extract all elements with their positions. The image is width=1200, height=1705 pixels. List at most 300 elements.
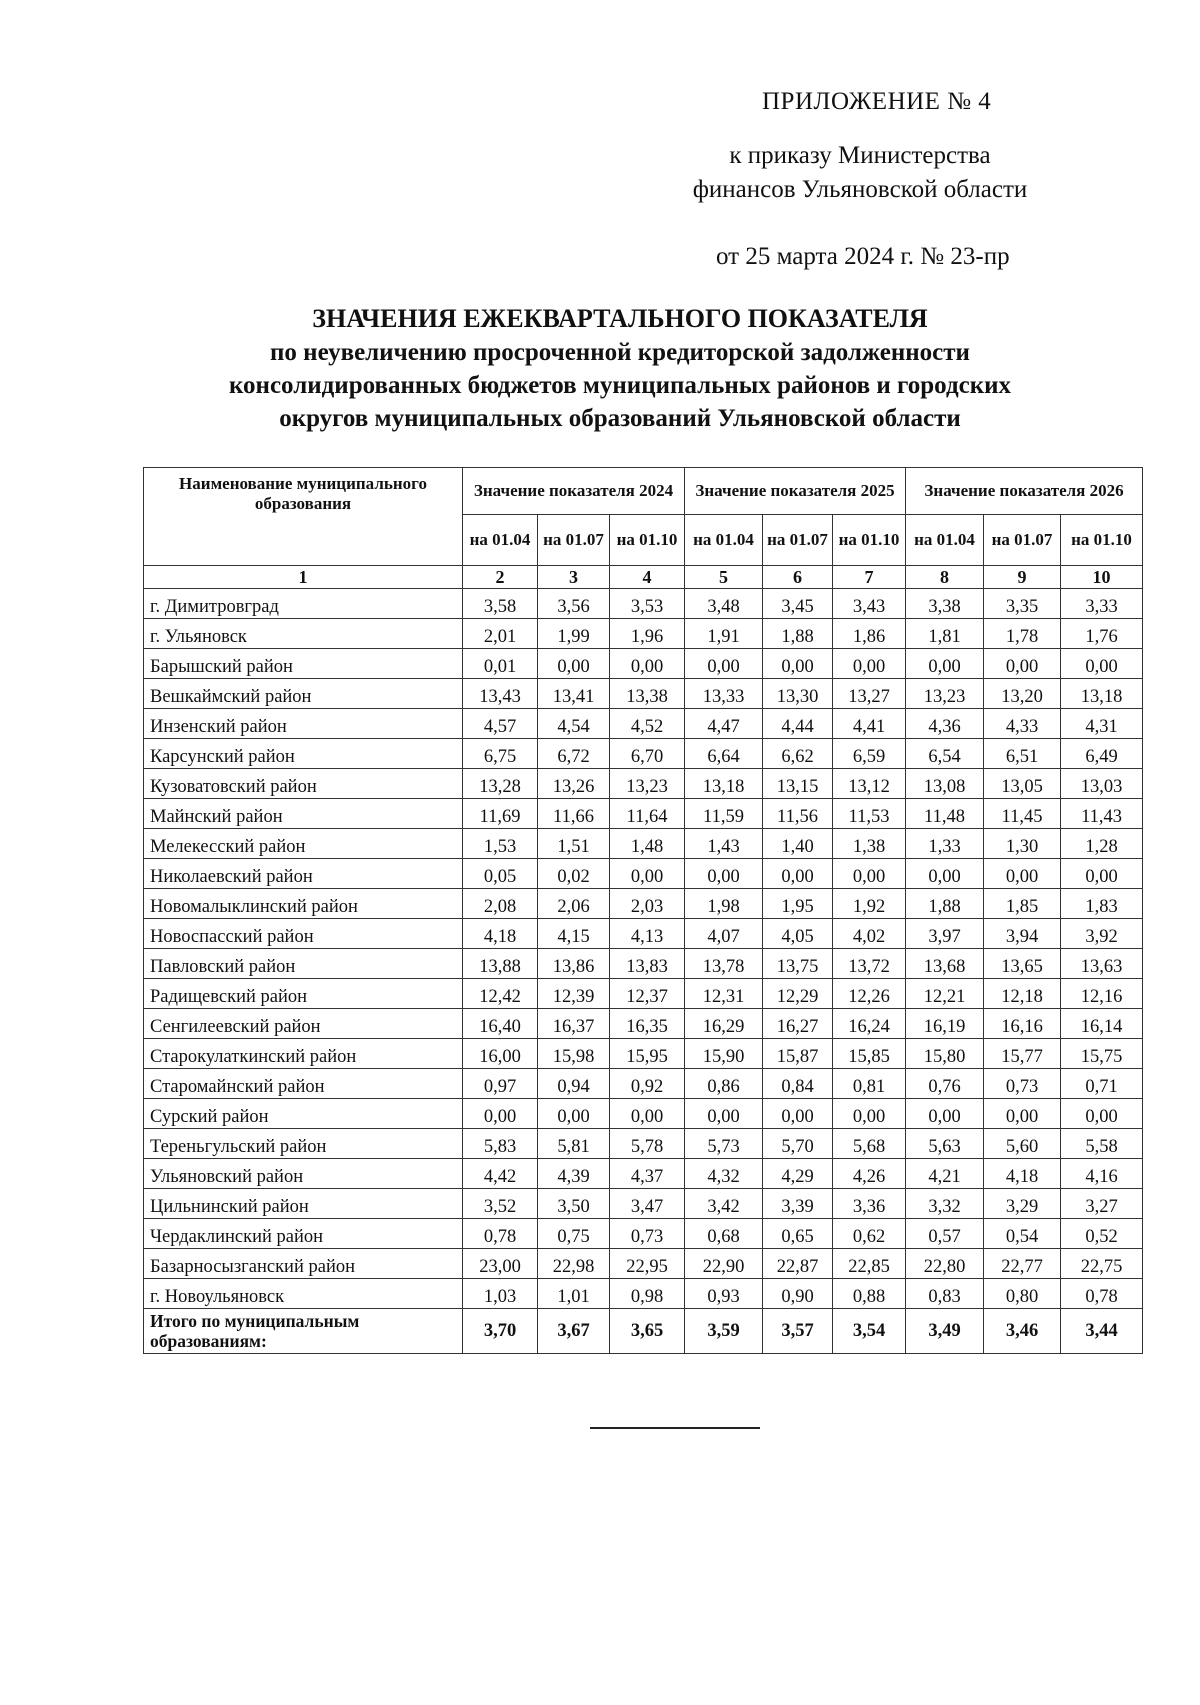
indicator-value: 4,57 — [463, 709, 538, 739]
indicator-value: 0,84 — [763, 1069, 833, 1099]
indicator-value: 4,33 — [984, 709, 1061, 739]
indicator-value: 16,35 — [610, 1009, 685, 1039]
indicator-value: 4,07 — [685, 919, 763, 949]
indicator-value: 22,95 — [610, 1249, 685, 1279]
municipality-name: Новоспасский район — [144, 919, 463, 949]
indicator-value: 0,00 — [610, 1099, 685, 1129]
indicator-value: 0,00 — [984, 1099, 1061, 1129]
indicator-value: 0,97 — [463, 1069, 538, 1099]
indicator-value: 13,23 — [610, 769, 685, 799]
indicator-value: 15,75 — [1061, 1039, 1143, 1069]
indicator-value: 4,42 — [463, 1159, 538, 1189]
indicator-value: 4,13 — [610, 919, 685, 949]
indicator-value: 13,63 — [1061, 949, 1143, 979]
municipality-name: Инзенский район — [144, 709, 463, 739]
indicator-value: 1,92 — [833, 889, 906, 919]
indicator-value: 13,72 — [833, 949, 906, 979]
indicator-value: 1,03 — [463, 1279, 538, 1309]
indicator-value: 1,33 — [906, 829, 984, 859]
indicator-value: 16,00 — [463, 1039, 538, 1069]
indicator-value: 3,38 — [906, 589, 984, 619]
indicator-value: 0,00 — [984, 649, 1061, 679]
indicator-value: 4,18 — [463, 919, 538, 949]
total-value: 3,54 — [833, 1309, 906, 1354]
total-value: 3,46 — [984, 1309, 1061, 1354]
indicator-value: 4,54 — [538, 709, 610, 739]
heading-line-1: ЗНАЧЕНИЯ ЕЖЕКВАРТАЛЬНОГО ПОКАЗАТЕЛЯ — [312, 304, 928, 333]
indicator-value: 22,87 — [763, 1249, 833, 1279]
indicator-value: 2,06 — [538, 889, 610, 919]
indicator-value: 3,53 — [610, 589, 685, 619]
municipality-name: Майнский район — [144, 799, 463, 829]
indicator-value: 0,00 — [685, 1099, 763, 1129]
indicator-value: 13,83 — [610, 949, 685, 979]
indicator-value: 4,02 — [833, 919, 906, 949]
indicator-value: 1,96 — [610, 619, 685, 649]
total-value: 3,70 — [463, 1309, 538, 1354]
total-value: 3,44 — [1061, 1309, 1143, 1354]
indicator-value: 3,29 — [984, 1189, 1061, 1219]
indicator-value: 4,32 — [685, 1159, 763, 1189]
document-heading — [130, 302, 1110, 435]
indicator-value: 4,36 — [906, 709, 984, 739]
header-date: на 01.07 — [763, 515, 833, 566]
appendix-title: ПРИЛОЖЕНИЕ № 4 — [762, 88, 992, 115]
indicator-value: 15,77 — [984, 1039, 1061, 1069]
indicator-value: 0,98 — [610, 1279, 685, 1309]
header-column-number: 1 — [144, 566, 463, 589]
indicator-value: 0,73 — [984, 1069, 1061, 1099]
indicator-value: 4,31 — [1061, 709, 1143, 739]
total-value: 3,67 — [538, 1309, 610, 1354]
indicator-value: 4,41 — [833, 709, 906, 739]
header-column-number: 3 — [538, 566, 610, 589]
table-row — [144, 1189, 1143, 1219]
indicator-value: 1,78 — [984, 619, 1061, 649]
indicator-value: 1,88 — [906, 889, 984, 919]
table-row — [144, 1069, 1143, 1099]
appendix-date: от 25 марта 2024 г. № 23-пр — [716, 243, 1010, 270]
table-row — [144, 1009, 1143, 1039]
municipality-name: Новомалыклинский район — [144, 889, 463, 919]
indicator-value: 13,18 — [1061, 679, 1143, 709]
indicator-value: 3,43 — [833, 589, 906, 619]
indicator-value: 12,42 — [463, 979, 538, 1009]
table-row — [144, 1219, 1143, 1249]
header-municipality-name: Наименование муниципального образования — [144, 468, 463, 566]
indicator-value: 0,88 — [833, 1279, 906, 1309]
indicator-value: 0,00 — [685, 859, 763, 889]
indicator-value: 11,43 — [1061, 799, 1143, 829]
indicator-value: 1,88 — [763, 619, 833, 649]
header-date: на 01.04 — [463, 515, 538, 566]
indicator-value: 0,05 — [463, 859, 538, 889]
indicator-value: 1,38 — [833, 829, 906, 859]
header-date: на 01.04 — [685, 515, 763, 566]
table-row — [144, 919, 1143, 949]
indicator-value: 0,00 — [763, 1099, 833, 1129]
indicator-value: 11,66 — [538, 799, 610, 829]
table-row — [144, 589, 1143, 619]
indicator-value: 1,30 — [984, 829, 1061, 859]
table-row — [144, 949, 1143, 979]
indicator-value: 15,98 — [538, 1039, 610, 1069]
header-year-2024: Значение показателя 2024 — [463, 468, 685, 515]
appendix-ministry-line: финансов Ульяновской области — [692, 176, 1028, 203]
table-body — [144, 589, 1143, 1354]
indicator-value: 6,64 — [685, 739, 763, 769]
indicator-value: 4,37 — [610, 1159, 685, 1189]
indicator-value: 0,71 — [1061, 1069, 1143, 1099]
indicator-value: 0,73 — [610, 1219, 685, 1249]
indicator-value: 15,85 — [833, 1039, 906, 1069]
indicator-value: 0,00 — [1061, 1099, 1143, 1129]
indicator-value: 0,00 — [610, 649, 685, 679]
indicator-value: 13,88 — [463, 949, 538, 979]
indicator-value: 5,58 — [1061, 1129, 1143, 1159]
indicator-value: 16,37 — [538, 1009, 610, 1039]
indicator-value: 0,00 — [763, 649, 833, 679]
indicator-value: 0,78 — [463, 1219, 538, 1249]
indicator-value: 12,39 — [538, 979, 610, 1009]
indicator-value: 3,48 — [685, 589, 763, 619]
indicator-value: 11,64 — [610, 799, 685, 829]
header-column-number: 9 — [984, 566, 1061, 589]
indicator-value: 1,86 — [833, 619, 906, 649]
indicator-value: 22,77 — [984, 1249, 1061, 1279]
table-row — [144, 1279, 1143, 1309]
table-row — [144, 619, 1143, 649]
total-label: Итого по муниципальным образованиям: — [144, 1309, 463, 1354]
municipality-name: г. Ульяновск — [144, 619, 463, 649]
indicator-value: 11,56 — [763, 799, 833, 829]
header-year-2026: Значение показателя 2026 — [906, 468, 1143, 515]
header-column-number: 10 — [1061, 566, 1143, 589]
indicator-value: 3,94 — [984, 919, 1061, 949]
indicator-value: 0,80 — [984, 1279, 1061, 1309]
total-value: 3,65 — [610, 1309, 685, 1354]
indicator-value: 13,05 — [984, 769, 1061, 799]
indicator-value: 0,00 — [685, 649, 763, 679]
indicator-value: 13,68 — [906, 949, 984, 979]
indicator-value: 6,70 — [610, 739, 685, 769]
indicator-value: 0,00 — [833, 859, 906, 889]
header-column-number: 4 — [610, 566, 685, 589]
indicator-value: 3,32 — [906, 1189, 984, 1219]
indicator-value: 5,63 — [906, 1129, 984, 1159]
indicator-value: 11,59 — [685, 799, 763, 829]
indicator-value: 12,21 — [906, 979, 984, 1009]
indicator-value: 13,28 — [463, 769, 538, 799]
indicator-value: 13,03 — [1061, 769, 1143, 799]
table-row — [144, 1159, 1143, 1189]
indicator-value: 0,00 — [463, 1099, 538, 1129]
indicator-value: 4,39 — [538, 1159, 610, 1189]
indicator-value: 11,53 — [833, 799, 906, 829]
indicator-value: 1,53 — [463, 829, 538, 859]
table-row — [144, 679, 1143, 709]
indicator-value: 3,42 — [685, 1189, 763, 1219]
indicator-value: 22,90 — [685, 1249, 763, 1279]
indicator-value: 1,95 — [763, 889, 833, 919]
column-number-row — [144, 566, 1143, 589]
indicator-value: 16,14 — [1061, 1009, 1143, 1039]
header-date: на 01.10 — [1061, 515, 1143, 566]
indicator-value: 13,20 — [984, 679, 1061, 709]
table-row — [144, 1129, 1143, 1159]
municipality-name: Чердаклинский район — [144, 1219, 463, 1249]
indicator-value: 3,36 — [833, 1189, 906, 1219]
header-date: на 01.10 — [833, 515, 906, 566]
indicator-value: 0,00 — [538, 1099, 610, 1129]
indicator-value: 3,50 — [538, 1189, 610, 1219]
indicator-value: 0,00 — [906, 859, 984, 889]
indicator-value: 0,01 — [463, 649, 538, 679]
table-row — [144, 709, 1143, 739]
indicator-value: 3,35 — [984, 589, 1061, 619]
indicator-value: 0,83 — [906, 1279, 984, 1309]
table-row — [144, 1249, 1143, 1279]
indicator-value: 0,94 — [538, 1069, 610, 1099]
indicator-value: 3,27 — [1061, 1189, 1143, 1219]
indicator-value: 13,75 — [763, 949, 833, 979]
indicator-value: 5,78 — [610, 1129, 685, 1159]
indicator-value: 5,81 — [538, 1129, 610, 1159]
indicator-value: 1,76 — [1061, 619, 1143, 649]
indicator-value: 13,15 — [763, 769, 833, 799]
indicator-value: 15,95 — [610, 1039, 685, 1069]
indicator-value: 1,48 — [610, 829, 685, 859]
indicator-value: 6,51 — [984, 739, 1061, 769]
indicator-value: 0,00 — [763, 859, 833, 889]
table-row — [144, 769, 1143, 799]
indicator-value: 1,43 — [685, 829, 763, 859]
municipality-name: г. Новоульяновск — [144, 1279, 463, 1309]
total-row — [144, 1309, 1143, 1354]
indicator-value: 1,81 — [906, 619, 984, 649]
indicator-value: 6,54 — [906, 739, 984, 769]
indicator-value: 0,00 — [538, 649, 610, 679]
indicator-value: 22,75 — [1061, 1249, 1143, 1279]
indicator-value: 0,75 — [538, 1219, 610, 1249]
indicator-value: 6,62 — [763, 739, 833, 769]
municipality-name: г. Димитровград — [144, 589, 463, 619]
indicator-value: 23,00 — [463, 1249, 538, 1279]
table-row — [144, 649, 1143, 679]
indicator-value: 13,65 — [984, 949, 1061, 979]
indicator-value: 13,33 — [685, 679, 763, 709]
municipality-name: Мелекесский район — [144, 829, 463, 859]
total-value: 3,57 — [763, 1309, 833, 1354]
indicator-value: 16,29 — [685, 1009, 763, 1039]
indicator-value: 4,44 — [763, 709, 833, 739]
indicator-value: 0,00 — [984, 859, 1061, 889]
indicator-value: 1,98 — [685, 889, 763, 919]
municipality-name: Сурский район — [144, 1099, 463, 1129]
indicator-value: 4,05 — [763, 919, 833, 949]
indicator-value: 0,00 — [1061, 649, 1143, 679]
indicator-value: 6,72 — [538, 739, 610, 769]
indicator-value: 0,00 — [610, 859, 685, 889]
indicator-value: 4,21 — [906, 1159, 984, 1189]
indicator-value: 4,16 — [1061, 1159, 1143, 1189]
indicator-value: 0,65 — [763, 1219, 833, 1249]
header-column-number: 2 — [463, 566, 538, 589]
closing-divider — [590, 1427, 760, 1429]
indicator-value: 13,12 — [833, 769, 906, 799]
indicator-value: 6,59 — [833, 739, 906, 769]
municipality-name: Цильнинский район — [144, 1189, 463, 1219]
indicator-value: 1,83 — [1061, 889, 1143, 919]
indicator-value: 12,31 — [685, 979, 763, 1009]
indicator-value: 1,28 — [1061, 829, 1143, 859]
indicator-value: 2,03 — [610, 889, 685, 919]
indicator-value: 22,80 — [906, 1249, 984, 1279]
heading-line-4: округов муниципальных образований Ульяновской области — [279, 405, 961, 432]
indicator-value: 16,16 — [984, 1009, 1061, 1039]
indicator-value: 11,69 — [463, 799, 538, 829]
indicator-value: 4,18 — [984, 1159, 1061, 1189]
municipality-name: Сенгилеевский район — [144, 1009, 463, 1039]
total-value: 3,59 — [685, 1309, 763, 1354]
indicator-value: 4,52 — [610, 709, 685, 739]
table-row — [144, 799, 1143, 829]
indicator-value: 5,73 — [685, 1129, 763, 1159]
indicator-value: 1,85 — [984, 889, 1061, 919]
table-row — [144, 739, 1143, 769]
indicator-value: 0,68 — [685, 1219, 763, 1249]
municipality-name: Николаевский район — [144, 859, 463, 889]
indicator-value: 16,40 — [463, 1009, 538, 1039]
indicator-value: 13,78 — [685, 949, 763, 979]
indicator-value: 12,18 — [984, 979, 1061, 1009]
indicator-value: 1,01 — [538, 1279, 610, 1309]
indicator-value: 22,98 — [538, 1249, 610, 1279]
indicator-value: 3,52 — [463, 1189, 538, 1219]
indicator-value: 3,47 — [610, 1189, 685, 1219]
table-row — [144, 889, 1143, 919]
indicator-value: 15,87 — [763, 1039, 833, 1069]
indicator-value: 0,90 — [763, 1279, 833, 1309]
indicator-value: 2,08 — [463, 889, 538, 919]
heading-line-2: по неувеличению просроченной кредиторской задолженности — [270, 339, 970, 366]
indicator-value: 13,41 — [538, 679, 610, 709]
indicator-table — [143, 467, 1143, 1354]
indicator-value: 0,57 — [906, 1219, 984, 1249]
indicator-value: 5,68 — [833, 1129, 906, 1159]
indicator-value: 15,80 — [906, 1039, 984, 1069]
indicator-value: 13,43 — [463, 679, 538, 709]
heading-line-3: консолидированных бюджетов муниципальных районов и городских — [228, 372, 1012, 399]
indicator-value: 3,33 — [1061, 589, 1143, 619]
indicator-value: 4,29 — [763, 1159, 833, 1189]
municipality-name: Старомайнский район — [144, 1069, 463, 1099]
indicator-value: 6,75 — [463, 739, 538, 769]
header-date: на 01.10 — [610, 515, 685, 566]
indicator-value: 13,27 — [833, 679, 906, 709]
indicator-value: 3,39 — [763, 1189, 833, 1219]
indicator-value: 0,86 — [685, 1069, 763, 1099]
indicator-value: 1,51 — [538, 829, 610, 859]
municipality-name: Барышский район — [144, 649, 463, 679]
indicator-value: 13,18 — [685, 769, 763, 799]
indicator-value: 16,27 — [763, 1009, 833, 1039]
municipality-name: Старокулаткинский район — [144, 1039, 463, 1069]
indicator-value: 12,26 — [833, 979, 906, 1009]
indicator-value: 13,30 — [763, 679, 833, 709]
header-date: на 01.04 — [906, 515, 984, 566]
header-date: на 01.07 — [538, 515, 610, 566]
indicator-value: 0,54 — [984, 1219, 1061, 1249]
indicator-value: 0,00 — [906, 649, 984, 679]
table-row — [144, 1099, 1143, 1129]
municipality-name: Ульяновский район — [144, 1159, 463, 1189]
municipality-name: Радищевский район — [144, 979, 463, 1009]
indicator-value: 11,48 — [906, 799, 984, 829]
indicator-value: 0,00 — [1061, 859, 1143, 889]
indicator-value: 13,38 — [610, 679, 685, 709]
indicator-value: 0,00 — [833, 649, 906, 679]
indicator-value: 0,92 — [610, 1069, 685, 1099]
indicator-value: 1,40 — [763, 829, 833, 859]
indicator-value: 0,00 — [906, 1099, 984, 1129]
header-column-number: 7 — [833, 566, 906, 589]
indicator-value: 0,62 — [833, 1219, 906, 1249]
total-value: 3,49 — [906, 1309, 984, 1354]
indicator-value: 3,56 — [538, 589, 610, 619]
indicator-value: 12,37 — [610, 979, 685, 1009]
header-column-number: 8 — [906, 566, 984, 589]
indicator-value: 13,86 — [538, 949, 610, 979]
indicator-value: 13,26 — [538, 769, 610, 799]
table-row — [144, 979, 1143, 1009]
indicator-value: 2,01 — [463, 619, 538, 649]
indicator-value: 6,49 — [1061, 739, 1143, 769]
municipality-name: Базарносызганский район — [144, 1249, 463, 1279]
indicator-value: 15,90 — [685, 1039, 763, 1069]
municipality-name: Павловский район — [144, 949, 463, 979]
indicator-value: 4,26 — [833, 1159, 906, 1189]
header-column-number: 5 — [685, 566, 763, 589]
appendix-order-line: к приказу Министерства — [729, 142, 991, 169]
indicator-value: 4,15 — [538, 919, 610, 949]
indicator-value: 5,60 — [984, 1129, 1061, 1159]
indicator-value: 0,02 — [538, 859, 610, 889]
indicator-value: 12,29 — [763, 979, 833, 1009]
municipality-name: Тереньгульский район — [144, 1129, 463, 1159]
indicator-value: 5,70 — [763, 1129, 833, 1159]
indicator-value: 0,52 — [1061, 1219, 1143, 1249]
indicator-value: 11,45 — [984, 799, 1061, 829]
municipality-name: Кузоватовский район — [144, 769, 463, 799]
indicator-value: 16,24 — [833, 1009, 906, 1039]
header-column-number: 6 — [763, 566, 833, 589]
indicator-value: 3,92 — [1061, 919, 1143, 949]
indicator-value: 0,00 — [833, 1099, 906, 1129]
table-row — [144, 859, 1143, 889]
indicator-value: 13,08 — [906, 769, 984, 799]
indicator-value: 22,85 — [833, 1249, 906, 1279]
indicator-value: 1,99 — [538, 619, 610, 649]
indicator-value: 0,81 — [833, 1069, 906, 1099]
table-row — [144, 1039, 1143, 1069]
indicator-value: 3,97 — [906, 919, 984, 949]
indicator-value: 3,58 — [463, 589, 538, 619]
municipality-name: Вешкаймский район — [144, 679, 463, 709]
indicator-value: 0,93 — [685, 1279, 763, 1309]
municipality-name: Карсунский район — [144, 739, 463, 769]
header-year-2025: Значение показателя 2025 — [685, 468, 906, 515]
